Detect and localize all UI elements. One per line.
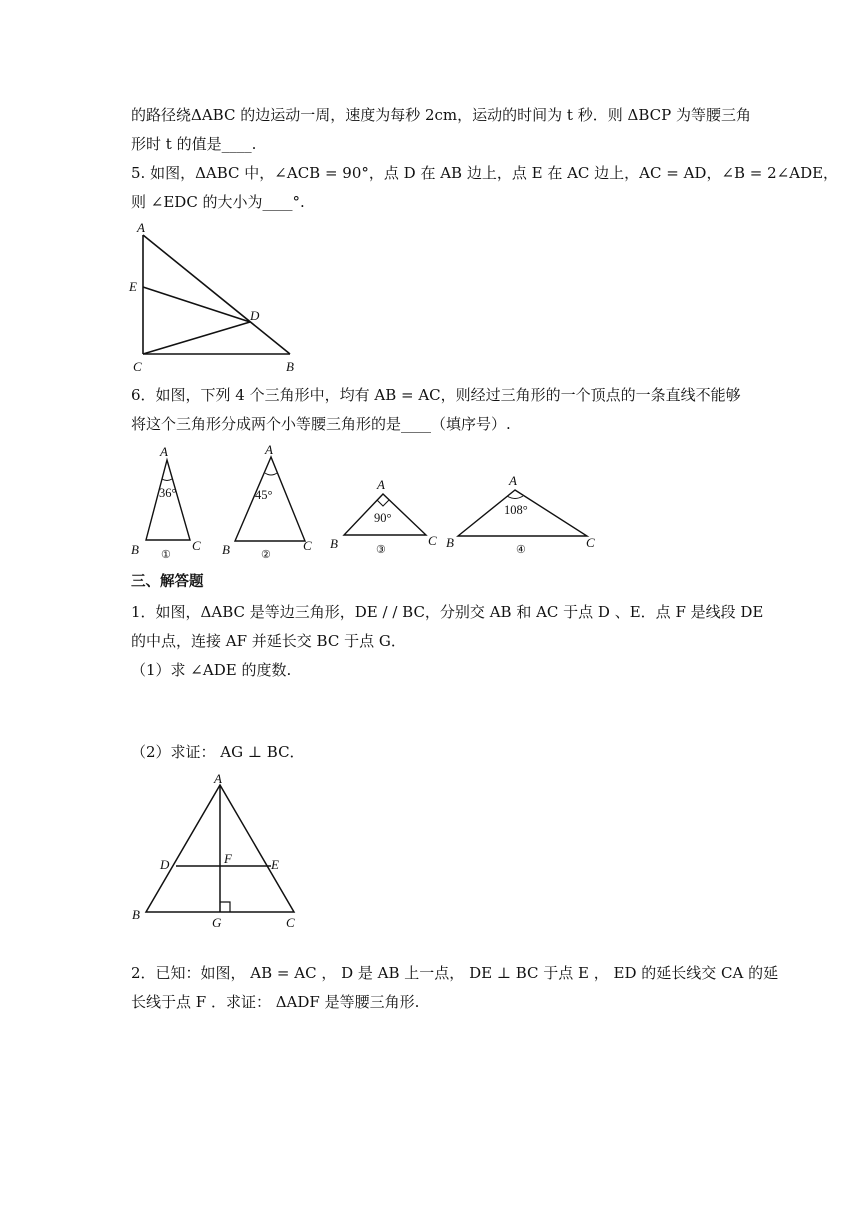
solve-1-line-1: 1．如图，ΔABC 是等边三角形，DE / / BC，分别交 AB 和 AC 于点 D 、E．点 F 是线段 DE [131, 603, 764, 621]
q6-t4-label-a: A [509, 473, 517, 488]
q6-triangle-4 [446, 473, 595, 556]
q6-t4-number: ④ [516, 544, 526, 556]
q6-t2-angle: 45° [255, 488, 273, 502]
q5-label-c: C [133, 359, 142, 374]
s1-label-e: E [271, 857, 279, 872]
q6-t2-label-a: A [265, 442, 273, 457]
q6-triangle-1 [131, 444, 201, 561]
q6-t3-label-a: A [377, 477, 385, 492]
q6-t2-number: ② [261, 549, 271, 561]
question-5-line-1: 5. 如图，ΔABC 中，∠ACB = 90°，点 D 在 AB 边上，点 E 在 AC 边上，AC = AD，∠B = 2∠ADE， [131, 164, 839, 182]
s1-label-d: D [160, 857, 170, 872]
q6-t1-angle: 36° [159, 486, 177, 500]
q5-label-d: D [250, 308, 260, 323]
q5-label-a: A [137, 220, 145, 235]
q6-t3-label-b: B [330, 536, 338, 551]
q6-t2-label-b: B [222, 542, 230, 557]
q6-t1-label-c: C [192, 538, 201, 553]
text-line-2: 形时 t 的值是____. [131, 135, 257, 153]
q6-t4-angle: 108° [504, 503, 528, 517]
q6-t3-label-c: C [428, 533, 437, 548]
q5-label-b: B [286, 359, 294, 374]
s1-label-f: F [224, 851, 232, 866]
q6-t4-label-c: C [586, 535, 595, 550]
question-6-line-1: 6．如图，下列 4 个三角形中，均有 AB = AC，则经过三角形的一个顶点的一条直线不能够 [131, 386, 741, 404]
solve-1-part-2: （2）求证： AG ⊥ BC． [131, 743, 305, 761]
text-line-1: 的路径绕ΔABC 的边运动一周，速度为每秒 2cm，运动的时间为 t 秒．则 ΔBCP 为等腰三角 [131, 106, 751, 124]
s1-label-g: G [212, 915, 222, 930]
solve-1-part-1: （1）求 ∠ADE 的度数. [131, 661, 292, 679]
question-6-line-2: 将这个三角形分成两个小等腰三角形的是____（填序号）. [131, 415, 511, 433]
q5-segment-cd [143, 322, 250, 354]
q6-t4-label-b: B [446, 535, 454, 550]
s1-label-a: A [214, 771, 222, 786]
q5-segment-ed [143, 287, 250, 322]
solve-2-line-1: 2．已知：如图， AB = AC ， D 是 AB 上一点， DE ⊥ BC 于点 E ， ED 的延长线交 CA 的延 [131, 964, 779, 982]
q6-triangle-3 [330, 477, 437, 556]
q6-t1-label-a: A [160, 444, 168, 459]
s1-label-b: B [132, 907, 140, 922]
q5-label-e: E [129, 279, 137, 294]
s1-label-c: C [286, 915, 295, 930]
s1-right-angle-mark [220, 902, 230, 912]
solve-1-line-2: 的中点，连接 AF 并延长交 BC 于点 G． [131, 632, 406, 650]
solve-2-line-2: 长线于点 F ．求证： ΔADF 是等腰三角形. [131, 993, 420, 1011]
q6-t3-angle: 90° [374, 511, 392, 525]
q6-t1-label-b: B [131, 542, 139, 557]
figure-q6 [128, 443, 608, 563]
figure-q5 [128, 218, 328, 378]
q6-triangle-2 [222, 442, 312, 561]
figure-solve-1 [128, 772, 328, 932]
question-5-line-2: 则 ∠EDC 的大小为____°. [131, 193, 305, 211]
q6-t2-label-c: C [303, 538, 312, 553]
section-3-heading: 三、解答题 [131, 574, 204, 590]
q6-t3-number: ③ [376, 544, 386, 556]
q6-t1-number: ① [161, 549, 171, 561]
